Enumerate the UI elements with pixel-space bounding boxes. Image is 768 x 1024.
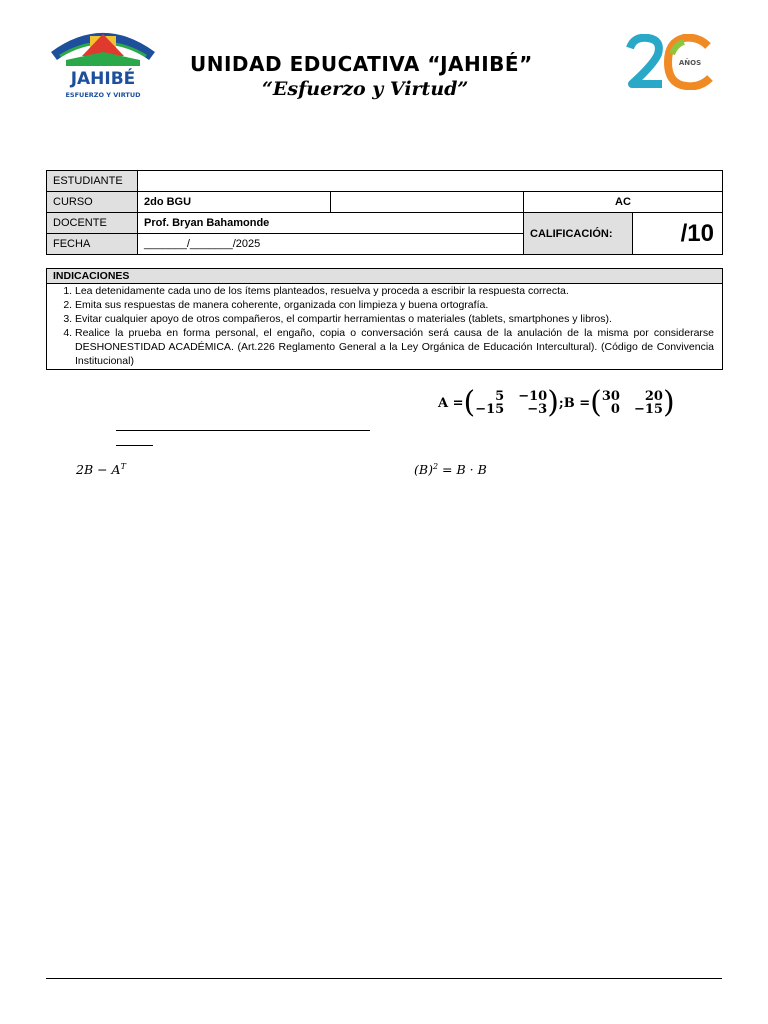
- indications-title: INDICACIONES: [47, 269, 722, 284]
- course-label: CURSO: [47, 192, 138, 213]
- matrix-b-cell: −15: [633, 402, 663, 417]
- matrix-b-cell: 30: [601, 389, 620, 404]
- indication-item: 1. Lea detenidamente cada uno de los ítems planteados, resuelva y proceda a escribir la respuesta correcta.: [75, 284, 714, 298]
- student-info-table: [46, 170, 723, 255]
- date-label: FECHA: [47, 234, 138, 255]
- expression-1: $2B - A^T$: [76, 462, 126, 478]
- matrix-b: ( 30 20 0 −15 ): [590, 385, 675, 420]
- student-label: ESTUDIANTE: [47, 171, 138, 192]
- matrix-b-cell: 20: [644, 389, 663, 404]
- school-logo: [46, 26, 160, 102]
- course-extra-field[interactable]: [331, 192, 524, 213]
- logo-motto: ESFUERZO Y VIRTUD: [65, 91, 141, 99]
- indication-item: 3. Evitar cualquier apoyo de otros compañeros, el compartir herramientas o materiales (tablets, smartphones y libros).: [75, 312, 714, 326]
- anniversary-label: AÑOS: [678, 59, 702, 67]
- course-code: AC: [524, 192, 723, 213]
- indications-box: [46, 268, 723, 370]
- grade-label: CALIFICACIÓN:: [524, 213, 633, 255]
- matrix-a-cell: −15: [475, 402, 505, 417]
- matrix-b-cell: 0: [610, 402, 620, 417]
- footer-divider: [46, 978, 722, 979]
- school-motto: “Esfuerzo y Virtud”: [262, 78, 469, 100]
- matrix-b-label: B =: [563, 395, 591, 411]
- matrix-a: ( 5 −10 −15 −3 ): [463, 385, 559, 420]
- matrix-definitions: [438, 385, 675, 420]
- answer-line: [116, 430, 370, 431]
- matrix-a-label: A =: [438, 395, 464, 411]
- expression-2: $(B)^2 = B \cdot B$: [414, 462, 487, 478]
- matrix-a-cell: −3: [527, 402, 548, 417]
- logo-name: JAHIBÉ: [70, 69, 136, 89]
- teacher-value: Prof. Bryan Bahamonde: [138, 213, 524, 234]
- matrix-a-cell: −10: [518, 389, 548, 404]
- indications-list: [47, 284, 722, 369]
- indication-item: 4. Realice la prueba en forma personal, el engaño, copia o conversación será causa de la anulación de la misma por considerarse DESHONESTIDAD ACADÉMICA. (Art.226 Reglamento General a la Ley Orgánica de Educación Intercultural). (Código de Convivencia Institucional): [75, 326, 714, 368]
- indication-item: 2. Emita sus respuestas de manera coherente, organizada con limpieza y buena ortografía.: [75, 298, 714, 312]
- teacher-label: DOCENTE: [47, 213, 138, 234]
- anniversary-logo: [624, 34, 718, 90]
- date-field[interactable]: _______/_______/2025: [138, 234, 524, 255]
- student-field[interactable]: [138, 171, 723, 192]
- answer-line-short: [116, 445, 153, 446]
- matrix-a-cell: 5: [495, 389, 505, 404]
- course-value: 2do BGU: [138, 192, 331, 213]
- grade-value: /10: [633, 213, 723, 255]
- matrix-separator: ;: [558, 395, 564, 411]
- school-title: UNIDAD EDUCATIVA “JAHIBÉ”: [190, 52, 533, 76]
